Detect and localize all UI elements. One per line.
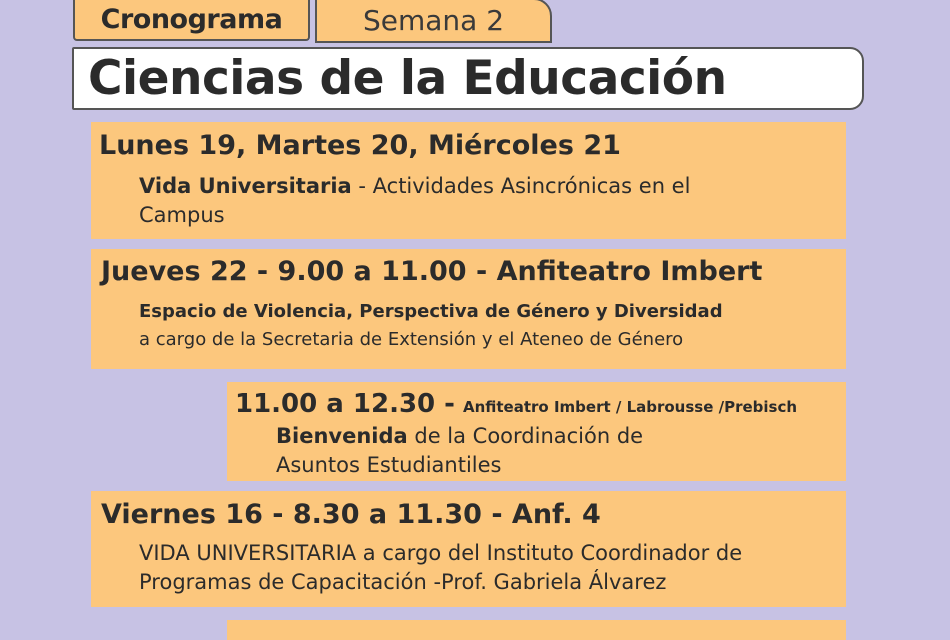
tab-semana: Semana 2	[315, 0, 552, 43]
card-subtitle: Espacio de Violencia, Perspectiva de Género y Diversidad	[139, 301, 723, 322]
card-body-text: - Actividades Asincrónicas en el	[351, 174, 691, 198]
card-body-text-2: Programas de Capacitación -Prof. Gabriela Álvarez	[139, 570, 667, 594]
tab-cronograma: Cronograma	[73, 0, 310, 41]
card-body-text-2: Campus	[139, 203, 225, 227]
card-body-text: de la Coordinación de	[407, 424, 644, 448]
schedule-card-jueves	[91, 249, 846, 369]
card-body	[276, 422, 836, 480]
card-time	[235, 389, 797, 419]
card-body-bold: Bienvenida	[276, 424, 408, 448]
schedule-card-viernes	[91, 491, 846, 607]
card-heading: Lunes 19, Martes 20, Miércoles 21	[99, 130, 621, 161]
card-heading: Viernes 16 - 8.30 a 11.30 - Anf. 4	[101, 499, 601, 530]
card-body-text-2: Asuntos Estudiantiles	[276, 453, 502, 477]
schedule-card-lunes	[91, 122, 846, 239]
page-title: Ciencias de la Educación	[72, 47, 864, 110]
card-heading: Jueves 22 - 9.00 a 11.00 - Anfiteatro Imbert	[101, 256, 763, 287]
card-body	[139, 172, 819, 230]
schedule-card-next	[227, 620, 846, 640]
card-body-bold: Vida Universitaria	[139, 174, 352, 198]
card-body-text: VIDA UNIVERSITARIA a cargo del Instituto Coordinador de	[139, 541, 743, 565]
card-time-text: 11.00 a 12.30 -	[235, 389, 455, 419]
card-description: a cargo de la Secretaria de Extensión y el Ateneo de Género	[139, 329, 684, 350]
schedule-card-bienvenida	[227, 382, 846, 481]
card-body	[139, 539, 849, 597]
card-place: Anfiteatro Imbert / Labrousse /Prebisch	[462, 398, 798, 416]
